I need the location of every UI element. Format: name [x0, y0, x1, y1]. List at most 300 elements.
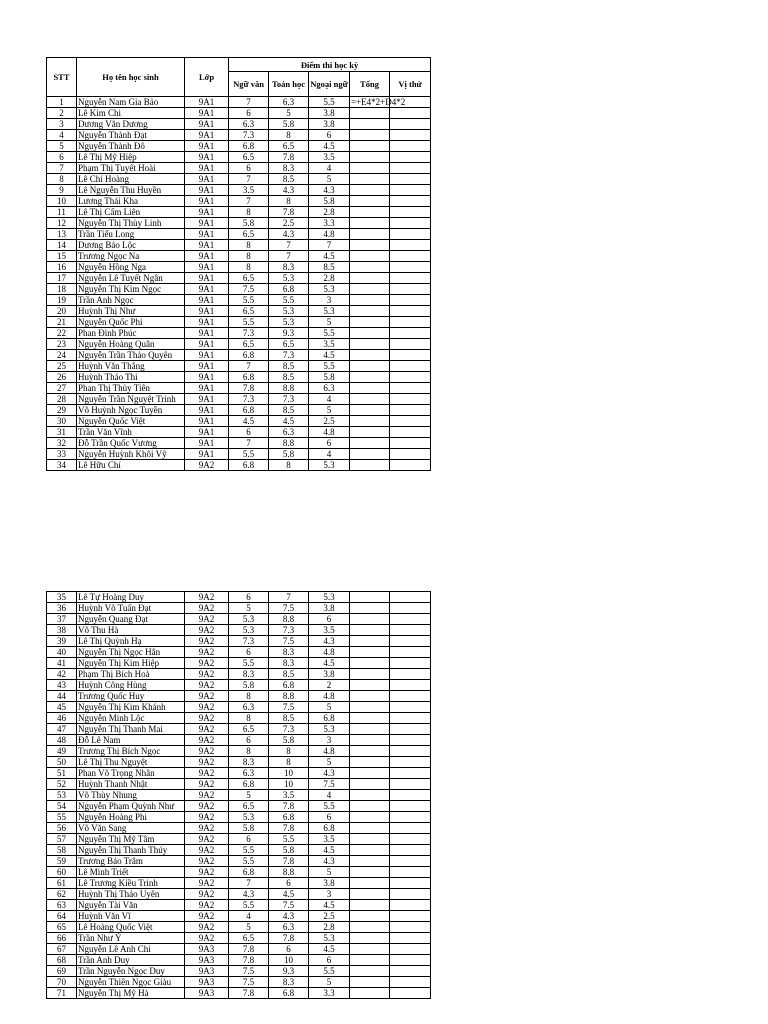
- cell-rank: [390, 933, 431, 944]
- cell-total: [350, 757, 390, 768]
- cell-stt: 28: [47, 394, 77, 405]
- cell-student-name: Nguyễn Thị Mỹ Hà: [77, 988, 185, 999]
- cell-class: 9A1: [185, 97, 229, 108]
- cell-rank: [390, 988, 431, 999]
- cell-rank: [390, 680, 431, 691]
- cell-rank: [390, 790, 431, 801]
- cell-student-name: Huỳnh Công Hùng: [77, 680, 185, 691]
- table-row: [47, 779, 431, 790]
- cell-rank: [390, 922, 431, 933]
- cell-literature: 6.8: [229, 779, 269, 790]
- cell-student-name: Lê Hữu Chí: [77, 460, 185, 471]
- cell-foreign-language: 6: [309, 955, 350, 966]
- cell-literature: 8: [229, 713, 269, 724]
- cell-total: [350, 680, 390, 691]
- cell-class: 9A2: [185, 680, 229, 691]
- cell-literature: 7.8: [229, 988, 269, 999]
- cell-stt: 55: [47, 812, 77, 823]
- cell-math: 6.5: [269, 141, 309, 152]
- cell-student-name: Trần Tiểu Long: [77, 229, 185, 240]
- cell-class: 9A3: [185, 966, 229, 977]
- cell-math: 8: [269, 460, 309, 471]
- cell-class: 9A1: [185, 163, 229, 174]
- cell-foreign-language: 3: [309, 735, 350, 746]
- cell-literature: 6.5: [229, 306, 269, 317]
- cell-total: [350, 372, 390, 383]
- cell-total: [350, 592, 390, 603]
- cell-stt: 52: [47, 779, 77, 790]
- cell-rank: [390, 779, 431, 790]
- cell-total: [350, 834, 390, 845]
- cell-student-name: Nguyễn Quốc Phi: [77, 317, 185, 328]
- cell-class: 9A2: [185, 933, 229, 944]
- cell-rank: [390, 900, 431, 911]
- cell-total: [350, 119, 390, 130]
- cell-rank: [390, 229, 431, 240]
- table-row: [47, 218, 431, 229]
- cell-class: 9A1: [185, 273, 229, 284]
- cell-rank: [390, 812, 431, 823]
- cell-total: [350, 328, 390, 339]
- cell-stt: 48: [47, 735, 77, 746]
- cell-class: 9A1: [185, 284, 229, 295]
- cell-rank: [390, 196, 431, 207]
- cell-foreign-language: 4: [309, 163, 350, 174]
- cell-student-name: Nguyễn Hoàng Phi: [77, 812, 185, 823]
- cell-class: 9A1: [185, 339, 229, 350]
- table-row: [47, 163, 431, 174]
- table-row: [47, 647, 431, 658]
- cell-rank: [390, 801, 431, 812]
- cell-class: 9A2: [185, 801, 229, 812]
- cell-stt: 61: [47, 878, 77, 889]
- cell-student-name: Dương Văn Dương: [77, 119, 185, 130]
- cell-math: 5.5: [269, 295, 309, 306]
- cell-rank: [390, 163, 431, 174]
- cell-class: 9A2: [185, 757, 229, 768]
- table-row: [47, 603, 431, 614]
- header-class: Lớp: [185, 58, 229, 97]
- cell-literature: 5: [229, 922, 269, 933]
- header-exam-scores: Điểm thi học kỳ: [229, 58, 431, 72]
- cell-foreign-language: 4.5: [309, 900, 350, 911]
- cell-literature: 5.8: [229, 218, 269, 229]
- cell-math: 9.3: [269, 328, 309, 339]
- cell-class: 9A1: [185, 306, 229, 317]
- table-row: [47, 801, 431, 812]
- cell-stt: 62: [47, 889, 77, 900]
- cell-student-name: Huỳnh Võ Tuấn Đạt: [77, 603, 185, 614]
- cell-total: [350, 691, 390, 702]
- table-row: [47, 460, 431, 471]
- cell-class: 9A1: [185, 130, 229, 141]
- cell-foreign-language: 3.8: [309, 108, 350, 119]
- cell-student-name: Trần Như Ý: [77, 933, 185, 944]
- cell-literature: 5.5: [229, 845, 269, 856]
- cell-student-name: Nguyễn Thị Thanh Thúy: [77, 845, 185, 856]
- cell-math: 5.8: [269, 845, 309, 856]
- cell-rank: [390, 251, 431, 262]
- cell-literature: 7.8: [229, 383, 269, 394]
- table-row: [47, 295, 431, 306]
- cell-total: [350, 735, 390, 746]
- cell-student-name: Nguyễn Tài Văn: [77, 900, 185, 911]
- table-row: [47, 339, 431, 350]
- header-math: Toán học: [269, 72, 309, 97]
- cell-foreign-language: 5: [309, 702, 350, 713]
- cell-math: 8.8: [269, 691, 309, 702]
- table-row: [47, 262, 431, 273]
- cell-foreign-language: 5.5: [309, 966, 350, 977]
- cell-math: 7.3: [269, 350, 309, 361]
- cell-math: 9.3: [269, 966, 309, 977]
- cell-student-name: Nguyễn Thành Đô: [77, 141, 185, 152]
- cell-math: 3.5: [269, 790, 309, 801]
- cell-stt: 56: [47, 823, 77, 834]
- cell-stt: 67: [47, 944, 77, 955]
- cell-rank: [390, 207, 431, 218]
- table-row: [47, 922, 431, 933]
- cell-total: [350, 383, 390, 394]
- cell-stt: 2: [47, 108, 77, 119]
- cell-stt: 19: [47, 295, 77, 306]
- cell-foreign-language: 3.3: [309, 988, 350, 999]
- cell-total: [350, 284, 390, 295]
- cell-stt: 51: [47, 768, 77, 779]
- cell-foreign-language: 5.5: [309, 361, 350, 372]
- cell-math: 7.5: [269, 636, 309, 647]
- cell-class: 9A2: [185, 900, 229, 911]
- cell-student-name: Lương Thái Kha: [77, 196, 185, 207]
- cell-literature: 6: [229, 647, 269, 658]
- cell-stt: 14: [47, 240, 77, 251]
- table-row: [47, 691, 431, 702]
- cell-student-name: Phạm Thị Tuyết Hoài: [77, 163, 185, 174]
- cell-total: [350, 636, 390, 647]
- cell-literature: 6.8: [229, 372, 269, 383]
- cell-math: 8.5: [269, 361, 309, 372]
- grade-table-1: [46, 57, 431, 471]
- cell-class: 9A1: [185, 372, 229, 383]
- cell-total: [350, 966, 390, 977]
- cell-foreign-language: 7.5: [309, 779, 350, 790]
- cell-rank: [390, 889, 431, 900]
- cell-stt: 8: [47, 174, 77, 185]
- table-row: [47, 614, 431, 625]
- cell-total: [350, 405, 390, 416]
- cell-total: [350, 955, 390, 966]
- cell-rank: [390, 592, 431, 603]
- cell-foreign-language: 5.3: [309, 592, 350, 603]
- cell-student-name: Nguyễn Thị Ngọc Hân: [77, 647, 185, 658]
- cell-rank: [390, 713, 431, 724]
- table-row: [47, 207, 431, 218]
- cell-foreign-language: 2.5: [309, 911, 350, 922]
- cell-literature: 7.3: [229, 394, 269, 405]
- cell-total: [350, 339, 390, 350]
- cell-literature: 5.3: [229, 614, 269, 625]
- table-row: [47, 768, 431, 779]
- cell-math: 7: [269, 240, 309, 251]
- cell-literature: 6.5: [229, 801, 269, 812]
- cell-math: 7.8: [269, 801, 309, 812]
- cell-stt: 6: [47, 152, 77, 163]
- cell-total: [350, 625, 390, 636]
- cell-student-name: Võ Thu Hà: [77, 625, 185, 636]
- cell-literature: 8.3: [229, 669, 269, 680]
- cell-literature: 6.3: [229, 702, 269, 713]
- cell-total: [350, 251, 390, 262]
- cell-foreign-language: 2.8: [309, 207, 350, 218]
- cell-literature: 6: [229, 834, 269, 845]
- cell-class: 9A2: [185, 779, 229, 790]
- cell-stt: 4: [47, 130, 77, 141]
- cell-total: [350, 768, 390, 779]
- cell-math: 8: [269, 196, 309, 207]
- cell-total: [350, 141, 390, 152]
- cell-class: 9A2: [185, 922, 229, 933]
- cell-stt: 36: [47, 603, 77, 614]
- cell-foreign-language: 4.5: [309, 251, 350, 262]
- cell-literature: 7.5: [229, 966, 269, 977]
- cell-rank: [390, 878, 431, 889]
- cell-total: [350, 350, 390, 361]
- cell-stt: 59: [47, 856, 77, 867]
- cell-student-name: Nguyễn Phạm Quỳnh Như: [77, 801, 185, 812]
- cell-class: 9A3: [185, 944, 229, 955]
- cell-rank: [390, 460, 431, 471]
- cell-rank: [390, 669, 431, 680]
- cell-math: 7.8: [269, 933, 309, 944]
- cell-total: [350, 438, 390, 449]
- cell-rank: [390, 339, 431, 350]
- cell-class: 9A1: [185, 328, 229, 339]
- cell-student-name: Huỳnh Văn Thắng: [77, 361, 185, 372]
- cell-rank: [390, 152, 431, 163]
- cell-total: [350, 933, 390, 944]
- cell-class: 9A2: [185, 647, 229, 658]
- table-row: [47, 702, 431, 713]
- cell-total: [350, 911, 390, 922]
- cell-total: [350, 306, 390, 317]
- cell-rank: [390, 944, 431, 955]
- cell-class: 9A2: [185, 614, 229, 625]
- cell-literature: 7.5: [229, 284, 269, 295]
- cell-stt: 69: [47, 966, 77, 977]
- cell-total: [350, 823, 390, 834]
- cell-stt: 35: [47, 592, 77, 603]
- cell-total: [350, 603, 390, 614]
- cell-stt: 60: [47, 867, 77, 878]
- cell-rank: [390, 273, 431, 284]
- cell-literature: 5.5: [229, 317, 269, 328]
- cell-student-name: Nguyễn Quang Đạt: [77, 614, 185, 625]
- cell-rank: [390, 416, 431, 427]
- cell-total: [350, 196, 390, 207]
- cell-literature: 6.3: [229, 768, 269, 779]
- cell-stt: 63: [47, 900, 77, 911]
- cell-student-name: Lê Thị Cẩm Liên: [77, 207, 185, 218]
- cell-total: [350, 713, 390, 724]
- cell-stt: 29: [47, 405, 77, 416]
- cell-foreign-language: 4.8: [309, 427, 350, 438]
- cell-total: [350, 779, 390, 790]
- cell-literature: 6.3: [229, 119, 269, 130]
- cell-total-formula: =+E4*2+D4*2: [351, 97, 406, 107]
- cell-foreign-language: 4.5: [309, 658, 350, 669]
- table-row: [47, 790, 431, 801]
- cell-rank: [390, 746, 431, 757]
- cell-literature: 6.8: [229, 350, 269, 361]
- cell-math: 8.3: [269, 658, 309, 669]
- cell-stt: 12: [47, 218, 77, 229]
- cell-total: [350, 867, 390, 878]
- cell-stt: 16: [47, 262, 77, 273]
- table-row: [47, 867, 431, 878]
- table-row: [47, 361, 431, 372]
- cell-class: 9A2: [185, 746, 229, 757]
- cell-stt: 20: [47, 306, 77, 317]
- cell-rank: [390, 724, 431, 735]
- cell-class: 9A2: [185, 625, 229, 636]
- cell-rank: [390, 438, 431, 449]
- cell-class: 9A3: [185, 977, 229, 988]
- cell-student-name: Đỗ Lê Nam: [77, 735, 185, 746]
- cell-literature: 8.3: [229, 757, 269, 768]
- cell-stt: 57: [47, 834, 77, 845]
- cell-stt: 1: [47, 97, 77, 108]
- cell-stt: 33: [47, 449, 77, 460]
- cell-class: 9A1: [185, 108, 229, 119]
- cell-foreign-language: 5: [309, 867, 350, 878]
- cell-math: 5.3: [269, 317, 309, 328]
- cell-student-name: Trương Ngọc Na: [77, 251, 185, 262]
- cell-foreign-language: 3: [309, 295, 350, 306]
- cell-math: 6.8: [269, 812, 309, 823]
- cell-stt: 32: [47, 438, 77, 449]
- cell-literature: 4.3: [229, 889, 269, 900]
- cell-rank: [390, 702, 431, 713]
- table-row: [47, 350, 431, 361]
- cell-foreign-language: 4.8: [309, 229, 350, 240]
- cell-student-name: Nguyễn Thị Kim Ngọc: [77, 284, 185, 295]
- cell-math: 8.5: [269, 174, 309, 185]
- cell-literature: 7: [229, 361, 269, 372]
- cell-total: [350, 152, 390, 163]
- cell-foreign-language: 4.5: [309, 350, 350, 361]
- cell-stt: 34: [47, 460, 77, 471]
- cell-class: 9A1: [185, 449, 229, 460]
- cell-student-name: Lê Thị Mỹ Hiệp: [77, 152, 185, 163]
- header-total: Tổng: [350, 72, 390, 97]
- cell-foreign-language: 5.5: [309, 97, 350, 108]
- cell-class: 9A2: [185, 735, 229, 746]
- table-row: [47, 383, 431, 394]
- cell-class: 9A1: [185, 141, 229, 152]
- cell-literature: 5: [229, 603, 269, 614]
- cell-total: [350, 889, 390, 900]
- cell-foreign-language: 5.3: [309, 460, 350, 471]
- cell-class: 9A1: [185, 383, 229, 394]
- cell-stt: 15: [47, 251, 77, 262]
- cell-math: 8.5: [269, 713, 309, 724]
- cell-student-name: Phan Thị Thủy Tiên: [77, 383, 185, 394]
- cell-student-name: Huỳnh Văn Vĩ: [77, 911, 185, 922]
- cell-class: 9A2: [185, 702, 229, 713]
- cell-class: 9A2: [185, 636, 229, 647]
- cell-class: 9A1: [185, 229, 229, 240]
- cell-literature: 6.5: [229, 724, 269, 735]
- cell-rank: [390, 185, 431, 196]
- table-row: [47, 405, 431, 416]
- cell-literature: 5.5: [229, 295, 269, 306]
- table-row: [47, 372, 431, 383]
- cell-math: 8: [269, 757, 309, 768]
- cell-foreign-language: 2.5: [309, 416, 350, 427]
- cell-student-name: Huỳnh Thị Như: [77, 306, 185, 317]
- cell-rank: [390, 350, 431, 361]
- cell-foreign-language: 3: [309, 889, 350, 900]
- table-row: [47, 724, 431, 735]
- cell-class: 9A2: [185, 856, 229, 867]
- grade-table-2: [46, 591, 431, 999]
- cell-total: [350, 944, 390, 955]
- cell-class: 9A1: [185, 152, 229, 163]
- cell-foreign-language: 3.8: [309, 603, 350, 614]
- cell-rank: [390, 405, 431, 416]
- cell-class: 9A3: [185, 955, 229, 966]
- cell-foreign-language: 2.8: [309, 922, 350, 933]
- cell-math: 4.3: [269, 229, 309, 240]
- cell-stt: 22: [47, 328, 77, 339]
- table-row: [47, 416, 431, 427]
- cell-stt: 25: [47, 361, 77, 372]
- cell-rank: [390, 427, 431, 438]
- cell-total: [350, 724, 390, 735]
- cell-literature: 5.3: [229, 625, 269, 636]
- cell-stt: 64: [47, 911, 77, 922]
- cell-class: 9A3: [185, 988, 229, 999]
- cell-math: 8.3: [269, 163, 309, 174]
- cell-student-name: Nguyễn Thị Kim Khánh: [77, 702, 185, 713]
- cell-foreign-language: 6: [309, 438, 350, 449]
- cell-foreign-language: 3.5: [309, 834, 350, 845]
- cell-literature: 8: [229, 746, 269, 757]
- cell-math: 8: [269, 746, 309, 757]
- cell-student-name: Lê Nguyễn Thu Huyền: [77, 185, 185, 196]
- cell-student-name: Nguyễn Trần Nguyệt Trinh: [77, 394, 185, 405]
- table-row: [47, 933, 431, 944]
- cell-class: 9A2: [185, 834, 229, 845]
- header-rank: Vị thứ: [390, 72, 431, 97]
- cell-stt: 26: [47, 372, 77, 383]
- cell-literature: 4: [229, 911, 269, 922]
- table-row: [47, 108, 431, 119]
- cell-math: 8.5: [269, 405, 309, 416]
- cell-total: [350, 174, 390, 185]
- cell-literature: 6: [229, 427, 269, 438]
- cell-math: 4.5: [269, 889, 309, 900]
- cell-rank: [390, 328, 431, 339]
- cell-math: 8: [269, 130, 309, 141]
- cell-math: 7.3: [269, 724, 309, 735]
- cell-literature: 6.5: [229, 229, 269, 240]
- cell-rank: [390, 834, 431, 845]
- cell-class: 9A2: [185, 878, 229, 889]
- cell-student-name: Võ Huỳnh Ngọc Tuyền: [77, 405, 185, 416]
- cell-foreign-language: 3.8: [309, 878, 350, 889]
- cell-class: 9A1: [185, 185, 229, 196]
